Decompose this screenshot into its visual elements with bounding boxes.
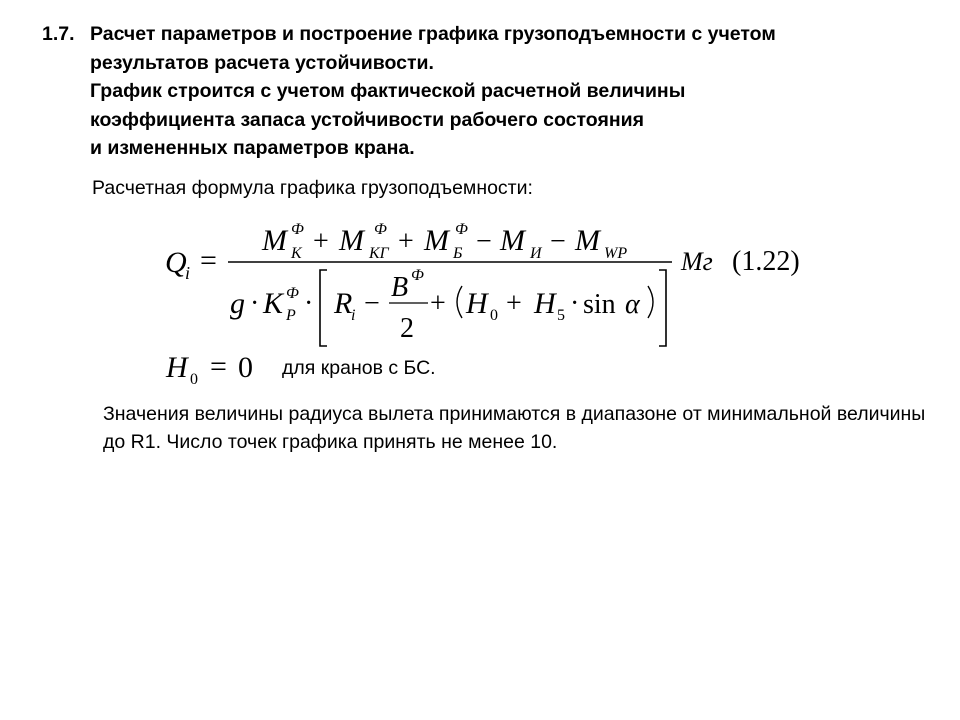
den-sin: sin bbox=[583, 289, 616, 320]
num-m3: M bbox=[424, 224, 449, 257]
h0-lhs: H bbox=[166, 351, 188, 384]
num-m4-sub: И bbox=[530, 245, 542, 262]
den-g: g bbox=[230, 287, 245, 320]
formula-unit: Мг bbox=[681, 247, 713, 276]
num-m2: M bbox=[339, 224, 364, 257]
den-h5-sub: 5 bbox=[557, 307, 565, 324]
equation-number: (1.22) bbox=[732, 246, 800, 277]
h0-note: для кранов с БС. bbox=[282, 357, 436, 379]
den-dot-1: · bbox=[250, 288, 260, 319]
num-minus-1: − bbox=[476, 226, 492, 257]
h0-equals: = bbox=[210, 350, 227, 383]
num-m1: M bbox=[262, 224, 287, 257]
frac-b-sup: Ф bbox=[411, 267, 424, 284]
right-bracket bbox=[659, 270, 666, 346]
frac-2: 2 bbox=[400, 313, 414, 344]
den-plus-1: + bbox=[430, 288, 446, 319]
den-plus-2: + bbox=[506, 288, 522, 319]
num-m1-sup: Ф bbox=[291, 221, 304, 238]
left-bracket bbox=[320, 270, 327, 346]
num-m5: M bbox=[575, 224, 600, 257]
den-dot-2: · bbox=[304, 288, 314, 319]
num-m1-sub: К bbox=[291, 245, 302, 262]
num-minus-2: − bbox=[550, 226, 566, 257]
section-number: 1.7. bbox=[42, 23, 75, 45]
den-dot-3: · bbox=[570, 288, 580, 319]
formula-title: Расчетная формула графика грузоподъемности: bbox=[92, 177, 533, 199]
num-m2-sup: Ф bbox=[374, 221, 387, 238]
den-r: R bbox=[334, 287, 353, 320]
right-paren bbox=[648, 286, 653, 318]
den-k: K bbox=[263, 287, 284, 320]
h0-sub: 0 bbox=[190, 371, 198, 388]
frac-b: B bbox=[391, 272, 409, 303]
num-m5-sub: WP bbox=[604, 245, 628, 262]
heading-line-5: и измененных параметров крана. bbox=[90, 137, 415, 159]
left-paren bbox=[457, 286, 462, 318]
den-alpha: α bbox=[625, 289, 640, 320]
heading-line-1: Расчет параметров и построение графика грузоподъемности с учетом bbox=[90, 23, 776, 45]
den-h0-sub: 0 bbox=[490, 307, 498, 324]
radius-range-paragraph: Значения величины радиуса вылета принимаются в диапазоне от минимальной величины до R1. Число точек графика принять не менее 10. bbox=[103, 403, 926, 453]
formula-lhs-sub: i bbox=[185, 263, 191, 283]
den-k-sub: P bbox=[286, 307, 296, 324]
den-h5: H bbox=[534, 287, 556, 320]
num-m3-sup: Ф bbox=[455, 221, 468, 238]
num-m2-sub: КГ bbox=[369, 245, 389, 262]
formula-lhs-q: Q bbox=[165, 246, 187, 279]
num-plus-2: + bbox=[398, 226, 414, 257]
den-minus: − bbox=[364, 288, 380, 319]
heading-line-2: результатов расчета устойчивости. bbox=[90, 51, 434, 74]
den-h0: H bbox=[466, 287, 488, 320]
heading-line-4: коэффициента запаса устойчивости рабочего состояния bbox=[90, 108, 644, 131]
num-plus-1: + bbox=[313, 226, 329, 257]
num-m4: M bbox=[500, 224, 525, 257]
den-r-sub: i bbox=[351, 307, 356, 324]
h0-value: 0 bbox=[238, 351, 253, 384]
den-k-sup: Ф bbox=[286, 285, 299, 302]
num-m3-sub: Б bbox=[453, 245, 463, 262]
heading-line-3: График строится с учетом фактической расчетной величины bbox=[90, 80, 686, 102]
formula-equals: = bbox=[200, 244, 217, 277]
